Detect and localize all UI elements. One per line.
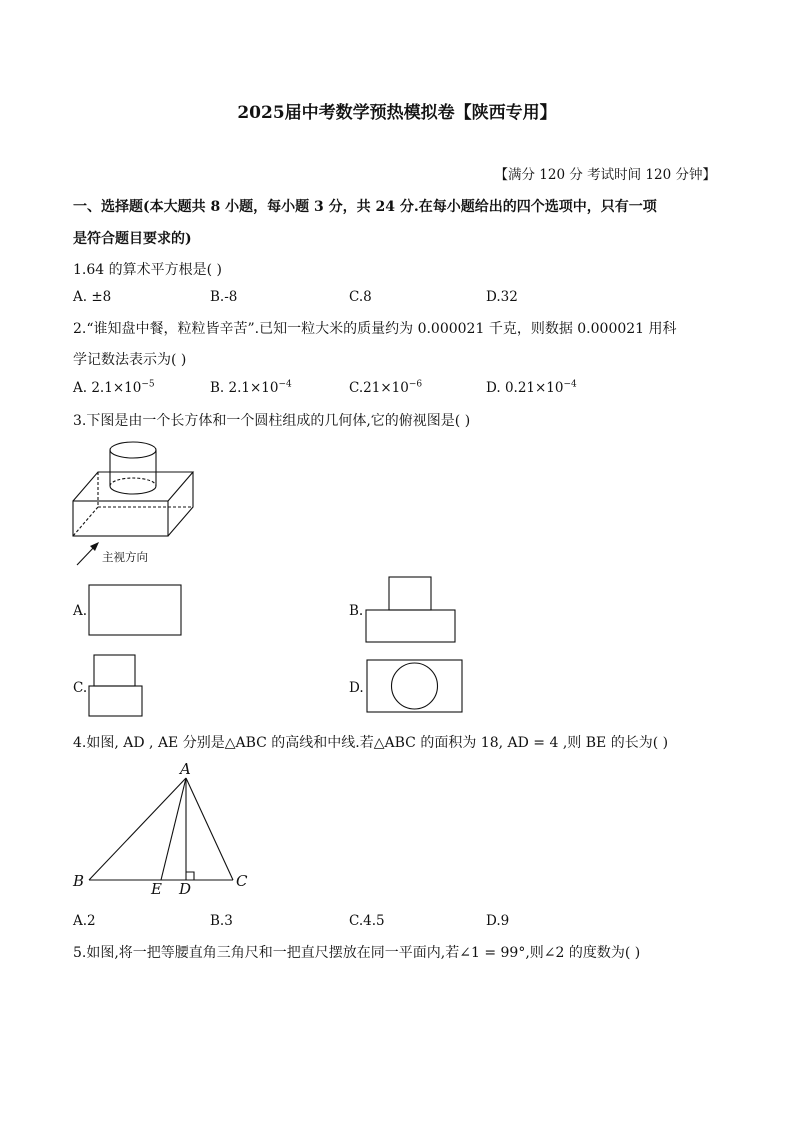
q2-option-b: B. $2.1\times 10^{-4}$ [210,379,292,396]
side-ac [186,778,233,880]
q2-option-a: A. $2.1\times 10^{-5}$ [73,379,155,396]
q2-option-d: D. $0.21\times 10^{-4}$ [486,379,577,396]
q3-option-d-label: D. [349,680,364,696]
q4-option-c: C.4.5 [349,913,385,929]
right-angle-mark [186,872,194,880]
exam-meta: 【满分 120 分 考试时间 120 分钟】 [494,167,716,183]
point-b-label: B [73,872,85,890]
question-5-stem: 5.如图,将一把等腰直角三角尺和一把直尺摆放在同一平面内,若∠1 = 99°,则∠2 的度数为( ) [73,945,641,961]
exam-title: 2025届中考数学预热模拟卷【陕西专用】 [237,103,557,123]
median-ae [161,778,186,880]
q2-option-c: $C.21\times 10^{-6}$ [349,379,423,396]
point-c-label: C [236,872,248,890]
q3-option-a-label: A. [73,603,88,619]
side-ab [89,778,186,880]
section-heading-line1: 一、选择题(本大题共 8 小题，每小题 3 分，共 24 分.在每小题给出的四个选项中，只有一项 [73,199,657,215]
q3-option-c-label: C. [73,680,88,696]
view-direction-label: 主视方向 [102,550,148,564]
point-d-label: D [179,880,192,898]
question-3-stem: 3.下图是由一个长方体和一个圆柱组成的几何体,它的俯视图是( ) [73,413,471,429]
point-e-label: E [151,880,162,898]
question-2-stem-line1: 2.“谁知盘中餐，粒粒皆辛苦”.已知一粒大米的质量约为 0.000021 千克，则数据 0.000021 用科 [73,321,677,337]
q1-option-b: B.-8 [210,289,238,305]
q1-option-a: A. ±8 [73,289,112,305]
section-heading-line2: 是符合题目要求的) [73,231,192,247]
q1-option-d: D.32 [486,289,518,305]
question-2-stem-line2: 学记数法表示为( ) [73,352,187,368]
q4-option-a: A.2 [73,913,96,929]
q1-option-c: C.8 [349,289,372,305]
q4-option-d: D.9 [486,913,510,929]
question-4-stem: 4.如图, AD , AE 分别是△ABC 的高线和中线.若△ABC 的面积为 18, AD = 4 ,则 BE 的长为( ) [73,735,669,751]
question-1-stem: 1.64 的算术平方根是( ) [73,262,222,278]
q3-option-b-label: B. [349,603,364,619]
point-a-label: A [180,760,191,778]
q4-option-b: B.3 [210,913,233,929]
